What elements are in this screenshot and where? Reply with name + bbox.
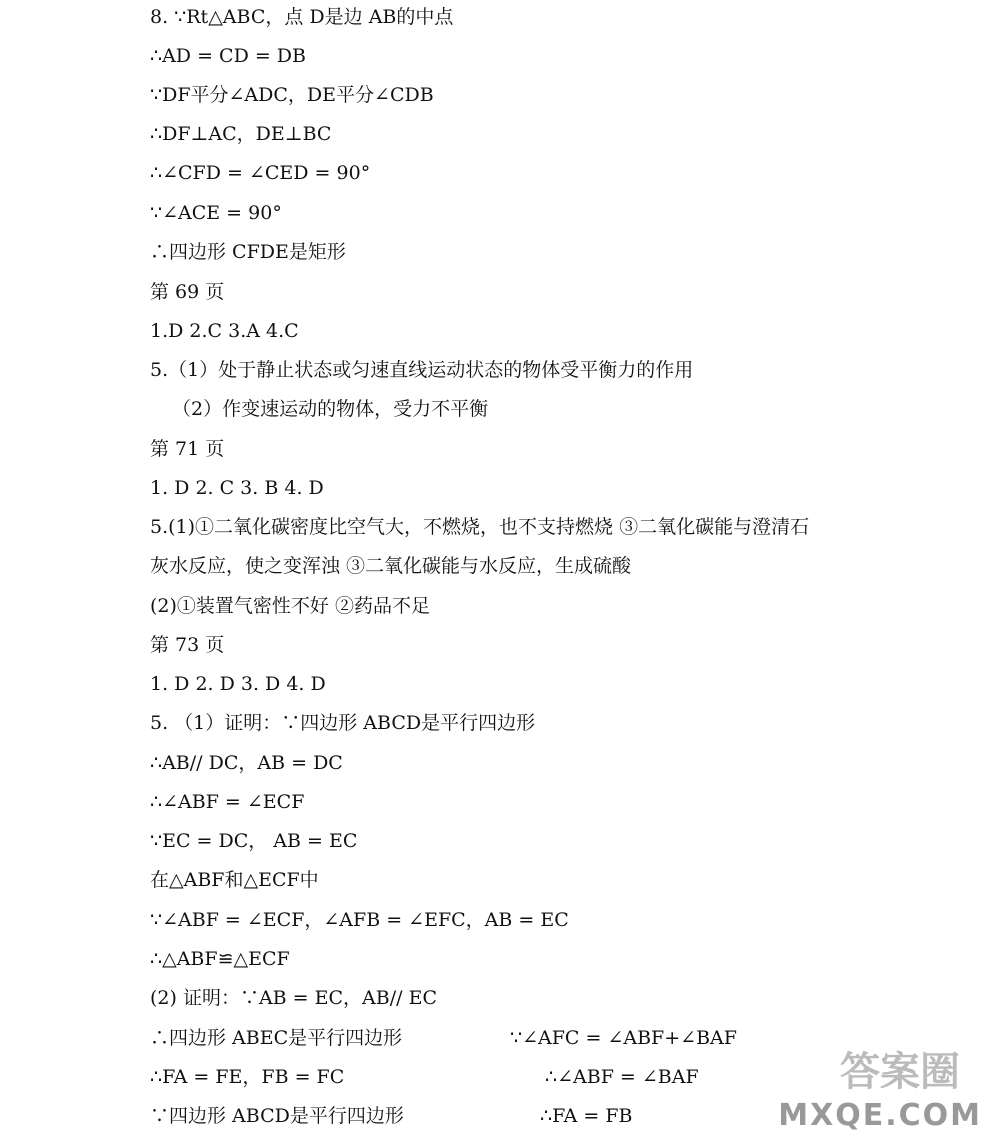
- section-heading: 第 71 页: [150, 438, 225, 460]
- text-line: ∵∠ABF = ∠ECF，∠AFB = ∠EFC，AB = EC: [150, 909, 569, 931]
- text-line: ∴∠ABF = ∠ECF: [150, 791, 305, 813]
- right-column-line: ∴∠ABF = ∠BAF: [545, 1066, 699, 1088]
- text-line: ∴AD = CD = DB: [150, 45, 307, 67]
- text-line: (2) 证明：∵AB = EC，AB// EC: [150, 987, 437, 1009]
- text-line: ∵∠ACE = 90°: [150, 202, 282, 224]
- watermark-en: MXQE.COM: [778, 1098, 982, 1133]
- text-line: ∵DF平分∠ADC，DE平分∠CDB: [150, 84, 434, 106]
- text-line: （2）作变速运动的物体，受力不平衡: [172, 398, 489, 420]
- text-line: 灰水反应，使之变浑浊 ③二氧化碳能与水反应，生成硫酸: [150, 555, 632, 577]
- answer-line: 1.D 2.C 3.A 4.C: [150, 320, 299, 342]
- text-line: 8. ∵Rt△ABC，点 D是边 AB的中点: [150, 6, 454, 28]
- text-line: ∴FA = FE，FB = FC: [150, 1066, 345, 1088]
- right-column-line: ∴FA = FB: [540, 1105, 633, 1127]
- text-line: ∵EC = DC， AB = EC: [150, 830, 358, 852]
- text-line: ∴四边形 ABEC是平行四边形: [150, 1027, 403, 1049]
- section-heading: 第 69 页: [150, 281, 225, 303]
- text-line: ∴△ABF≌△ECF: [150, 948, 290, 970]
- text-line: ∴AB// DC，AB = DC: [150, 752, 343, 774]
- text-line: 在△ABF和△ECF中: [150, 869, 319, 891]
- answer-line: 1. D 2. C 3. B 4. D: [150, 477, 324, 499]
- answer-line: 1. D 2. D 3. D 4. D: [150, 673, 326, 695]
- text-line: (2)①装置气密性不好 ②药品不足: [150, 595, 430, 617]
- text-line: ∴四边形 CFDE是矩形: [150, 241, 346, 263]
- text-line: ∴∠CFD = ∠CED = 90°: [150, 162, 371, 184]
- section-heading: 第 73 页: [150, 634, 225, 656]
- text-line: 5.(1)①二氧化碳密度比空气大，不燃烧，也不支持燃烧 ③二氧化碳能与澄清石: [150, 516, 810, 538]
- text-line: 5.（1）处于静止状态或匀速直线运动状态的物体受平衡力的作用: [150, 359, 694, 381]
- watermark-cn: 答案圈: [840, 1049, 960, 1095]
- text-line: ∵四边形 ABCD是平行四边形: [150, 1105, 404, 1127]
- text-line: ∴DF⊥AC，DE⊥BC: [150, 123, 332, 145]
- text-line: 5. （1）证明：∵四边形 ABCD是平行四边形: [150, 712, 536, 734]
- right-column-line: ∵∠AFC = ∠ABF+∠BAF: [510, 1027, 737, 1049]
